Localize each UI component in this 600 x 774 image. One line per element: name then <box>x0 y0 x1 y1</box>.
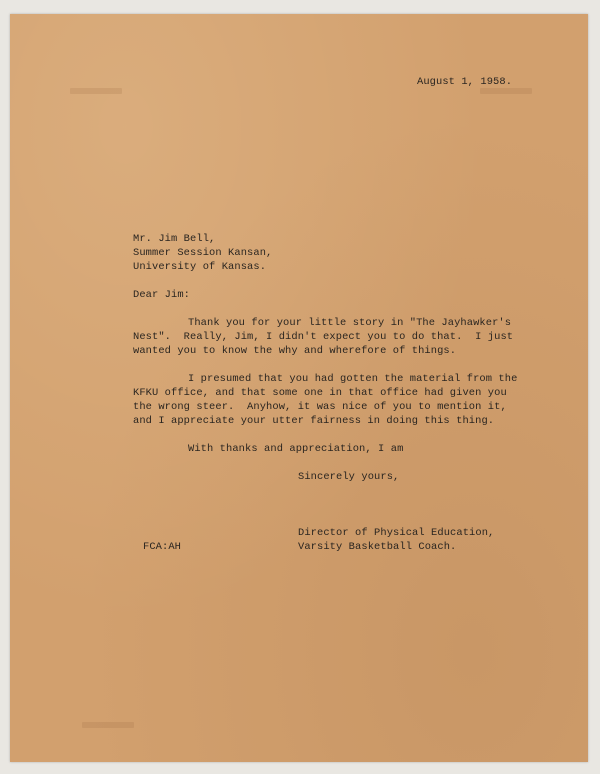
signature-line-1: Director of Physical Education, <box>298 527 495 539</box>
salutation: Dear Jim: <box>133 289 191 301</box>
letter-date: August 1, 1958. <box>417 76 513 88</box>
address-line-3: University of Kansas. <box>133 261 267 273</box>
paragraph-2-line-1: I presumed that you had gotten the material from the <box>188 373 518 385</box>
paragraph-1-line-2: Nest". Really, Jim, I didn't expect you to do that. I just <box>133 331 514 343</box>
paragraph-3: With thanks and appreciation, I am <box>188 443 404 455</box>
paragraph-2-line-3: the wrong steer. Anyhow, it was nice of you to mention it, <box>133 401 507 413</box>
address-line-2: Summer Session Kansan, <box>133 247 273 259</box>
paragraph-2-line-4: and I appreciate your utter fairness in doing this thing. <box>133 415 495 427</box>
closing: Sincerely yours, <box>298 471 400 483</box>
letter-page <box>10 14 588 762</box>
reference-initials: FCA:AH <box>143 541 182 553</box>
paragraph-1-line-1: Thank you for your little story in "The Jayhawker's <box>188 317 512 329</box>
paragraph-2-line-2: KFKU office, and that some one in that office had given you <box>133 387 507 399</box>
faint-stamp-mark <box>70 88 122 94</box>
paragraph-1-line-3: wanted you to know the why and wherefore of things. <box>133 345 457 357</box>
signature-line-2: Varsity Basketball Coach. <box>298 541 457 553</box>
faint-stamp-mark <box>82 722 134 728</box>
address-line-1: Mr. Jim Bell, <box>133 233 216 245</box>
